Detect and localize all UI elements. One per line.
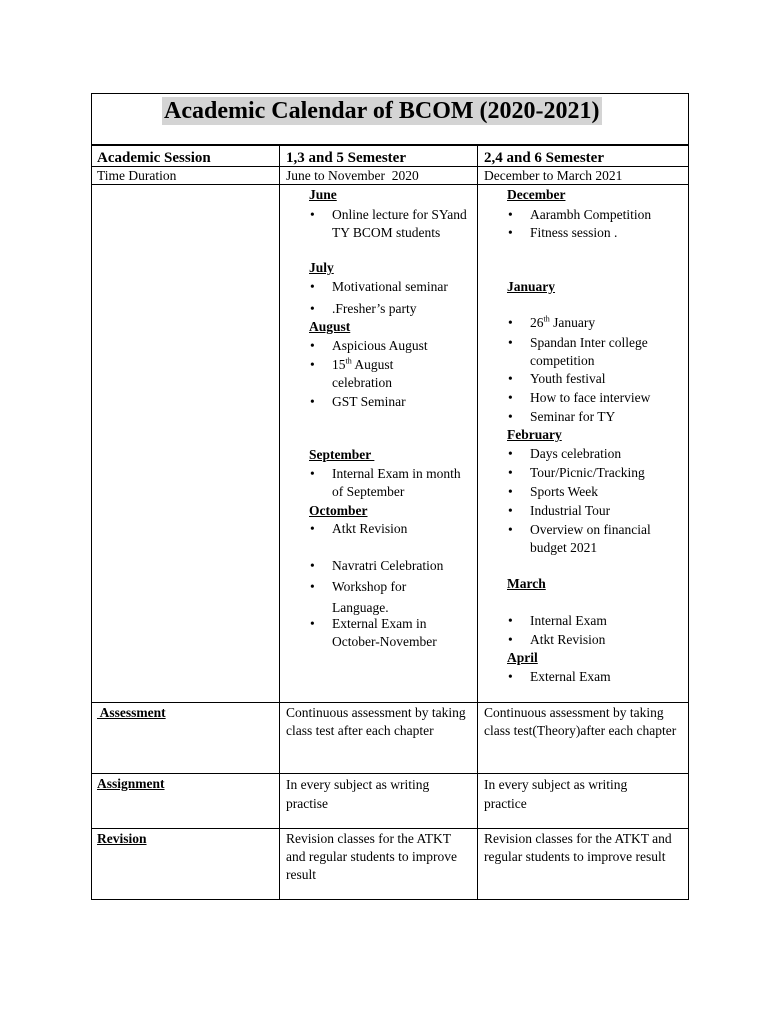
header-academic-session: Academic Session: [97, 150, 211, 166]
date-text: August celebration: [332, 357, 394, 390]
row-divider: [92, 702, 688, 703]
list-item: [332, 356, 452, 392]
assessment-even: Continuous assessment by taking class test(Theory)after each chapter: [484, 705, 677, 738]
list-item: • How to face interview: [530, 389, 650, 407]
list-item: • Internal Exam in month of September: [332, 465, 472, 501]
column-divider: [477, 145, 478, 899]
list-item: • Aarambh Competition: [530, 206, 651, 224]
assessment-odd: Continuous assessment by taking class test after each chapter: [286, 705, 466, 738]
revision-label: Revision: [97, 831, 147, 846]
list-item: • Online lecture for SYand TY BCOM students: [332, 206, 472, 242]
date-number: 15: [332, 357, 346, 372]
assessment-label: Assessment: [97, 705, 166, 720]
list-item: • Days celebration: [530, 445, 621, 463]
revision-odd: Revision classes for the ATKT and regular students to improve result: [286, 831, 457, 882]
list-item: • Atkt Revision: [332, 520, 407, 538]
assignment-even: In every subject as writing practice: [484, 777, 628, 811]
date-text: January: [549, 315, 596, 330]
time-duration-odd: June to November 2020: [286, 168, 419, 183]
revision-even: Revision classes for the ATKT and regular students to improve result: [484, 831, 672, 864]
month-march: March: [507, 576, 546, 591]
month-june: June: [309, 187, 337, 202]
time-duration-even: December to March 2021: [484, 168, 623, 183]
header-odd-semester: 1,3 and 5 Semester: [286, 150, 406, 166]
month-october: Octomber: [309, 503, 368, 518]
list-item: • Seminar for TY: [530, 408, 615, 426]
month-july: July: [309, 260, 334, 275]
month-september: September: [309, 447, 375, 462]
assignment-label: Assignment: [97, 776, 165, 791]
ordinal-suffix: th: [345, 356, 352, 366]
title-cell: [92, 94, 688, 145]
header-even-semester: 2,4 and 6 Semester: [484, 150, 604, 166]
month-april: April: [507, 650, 538, 665]
list-item: • .Fresher’s party: [332, 300, 416, 318]
list-item: • GST Seminar: [332, 393, 406, 411]
list-item: • External Exam in October-November: [332, 615, 472, 651]
list-item: [530, 314, 595, 332]
list-item: • External Exam: [530, 668, 611, 686]
column-divider: [279, 145, 280, 899]
list-item: • Youth festival: [530, 370, 606, 388]
time-duration-label: Time Duration: [97, 168, 177, 183]
list-item: • Sports Week: [530, 483, 598, 501]
row-divider: [92, 773, 688, 774]
date-number: 26: [530, 315, 544, 330]
month-february: February: [507, 427, 562, 442]
month-december: December: [507, 187, 566, 202]
assignment-odd: In every subject as writing practise: [286, 777, 430, 811]
list-item: • Aspicious August: [332, 337, 428, 355]
list-item: • Motivational seminar: [332, 278, 448, 296]
page-title: Academic Calendar of BCOM (2020-2021): [164, 98, 600, 124]
list-item: • Fitness session .: [530, 224, 617, 242]
list-item: • Workshop for Language.: [332, 576, 442, 618]
list-item: • Spandan Inter college competition: [530, 334, 680, 370]
list-item: • Tour/Picnic/Tracking: [530, 464, 645, 482]
list-item: • Industrial Tour: [530, 502, 610, 520]
list-item: • Navratri Celebration: [332, 557, 443, 575]
list-item: • Overview on financial budget 2021: [530, 521, 670, 557]
list-item: • Internal Exam: [530, 612, 607, 630]
ordinal-suffix: th: [543, 314, 550, 324]
month-january: January: [507, 279, 556, 294]
month-august: August: [309, 319, 351, 334]
list-item: • Atkt Revision: [530, 631, 605, 649]
row-divider: [92, 145, 688, 146]
row-divider: [92, 828, 688, 829]
calendar-table: [91, 93, 689, 900]
